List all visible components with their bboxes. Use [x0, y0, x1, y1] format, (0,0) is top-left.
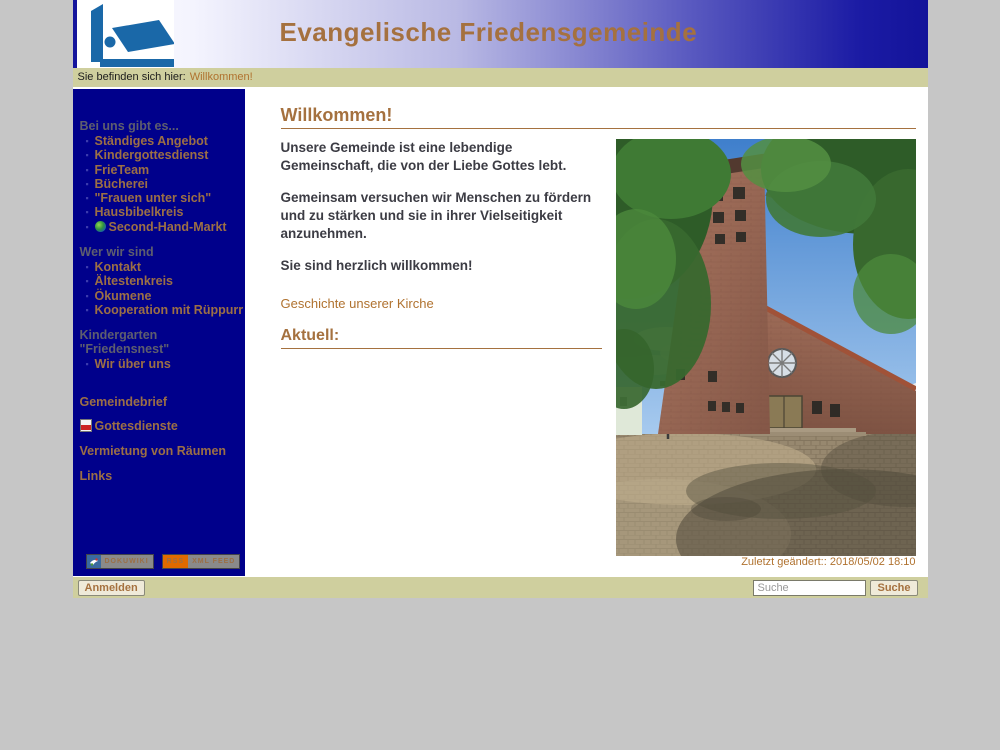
dokuwiki-badge-label: DOKUWIKI: [101, 555, 153, 568]
last-modified-timestamp: Zuletzt geändert:: 2018/05/02 18:10: [741, 556, 916, 568]
globe-external-link-icon: [95, 221, 106, 232]
footer-badges: [86, 554, 241, 569]
nav-section-title: Bei uns gibt es...: [79, 119, 179, 133]
nav-section-angebote: [73, 119, 245, 234]
rss-feed-badge[interactable]: [162, 554, 241, 569]
welcome-heading: Willkommen!: [281, 105, 916, 129]
search-button[interactable]: Suche: [870, 580, 917, 596]
sidebar-item-buecherei[interactable]: ▪ Bücherei: [73, 177, 245, 191]
page-container: [73, 0, 928, 598]
church-photo: [616, 139, 916, 556]
sidebar-item-gottesdienste[interactable]: Gottesdienste: [80, 419, 245, 433]
aktuell-heading: Aktuell:: [281, 327, 602, 349]
page-header: [73, 0, 928, 68]
sidebar-item-kooperation-rueppurr[interactable]: ▪ Kooperation mit Rüppurr: [73, 303, 245, 317]
sidebar-navigation: [73, 89, 245, 576]
sidebar-item-frieteam[interactable]: ▪ FrieTeam: [73, 163, 245, 177]
nav-section-kindergarten: [73, 328, 245, 371]
nav-section-title: Kindergarten "Friedensnest": [79, 328, 170, 357]
sidebar-item-gemeindebrief[interactable]: Gemeindebrief: [79, 394, 168, 409]
sidebar-item-kontakt[interactable]: ▪ Kontakt: [73, 260, 245, 274]
church-logo-icon: [77, 0, 174, 68]
sidebar-item-frauen-unter-sich[interactable]: ▪ "Frauen unter sich": [73, 191, 245, 205]
rss-badge-left: RSS: [163, 555, 188, 568]
sidebar-item-vermietung[interactable]: Vermietung von Räumen: [79, 444, 227, 459]
nav-section-wer-wir-sind: [73, 245, 245, 317]
footer-bar: [73, 576, 928, 598]
sidebar-item-hausbibelkreis[interactable]: ▪ Hausbibelkreis: [73, 205, 245, 219]
sidebar-item-oekumene[interactable]: ▪ Ökumene: [73, 289, 245, 303]
breadcrumb-current-link[interactable]: Willkommen!: [189, 71, 253, 83]
search-input[interactable]: [753, 580, 866, 596]
pdf-icon: [80, 419, 92, 432]
main-content: [245, 89, 928, 576]
page-title: Evangelische Friedensgemeinde: [279, 17, 698, 47]
sidebar-item-links[interactable]: Links: [79, 468, 113, 483]
sidebar-item-staendiges-angebot[interactable]: ▪ Ständiges Angebot: [73, 134, 245, 148]
dokuwiki-badge[interactable]: [86, 554, 154, 569]
mission-paragraph: Gemeinsam versuchen wir Menschen zu fördern und zu stärken und sie in ihrer Vielseitigkeit anzunehmen.: [280, 189, 592, 241]
intro-paragraph: Unsere Gemeinde ist eine lebendige Gemeinschaft, die von der Liebe Gottes lebt.: [280, 140, 567, 173]
breadcrumb: [73, 68, 928, 89]
sidebar-item-kindergottesdienst[interactable]: ▪ Kindergottesdienst: [73, 148, 245, 162]
nav-section-title: Wer wir sind: [79, 245, 154, 260]
login-button[interactable]: Anmelden: [78, 580, 145, 596]
dokuwiki-logo-icon: [87, 555, 101, 568]
nav-standalone-links: [73, 395, 245, 484]
church-history-link[interactable]: Geschichte unserer Kirche: [280, 295, 434, 311]
sidebar-item-wir-ueber-uns[interactable]: ▪ Wir über uns: [73, 357, 245, 371]
site-logo: [77, 0, 174, 68]
sidebar-item-aeltestenkreis[interactable]: ▪ Ältestenkreis: [73, 274, 245, 288]
breadcrumb-label: Sie befinden sich hier:: [77, 71, 186, 83]
search-area: [753, 580, 917, 596]
rss-badge-right: XML FEED: [188, 555, 239, 568]
sidebar-item-second-hand-markt[interactable]: ▪ Second-Hand-Markt: [73, 220, 245, 234]
welcome-paragraph: Sie sind herzlich willkommen!: [280, 257, 473, 273]
